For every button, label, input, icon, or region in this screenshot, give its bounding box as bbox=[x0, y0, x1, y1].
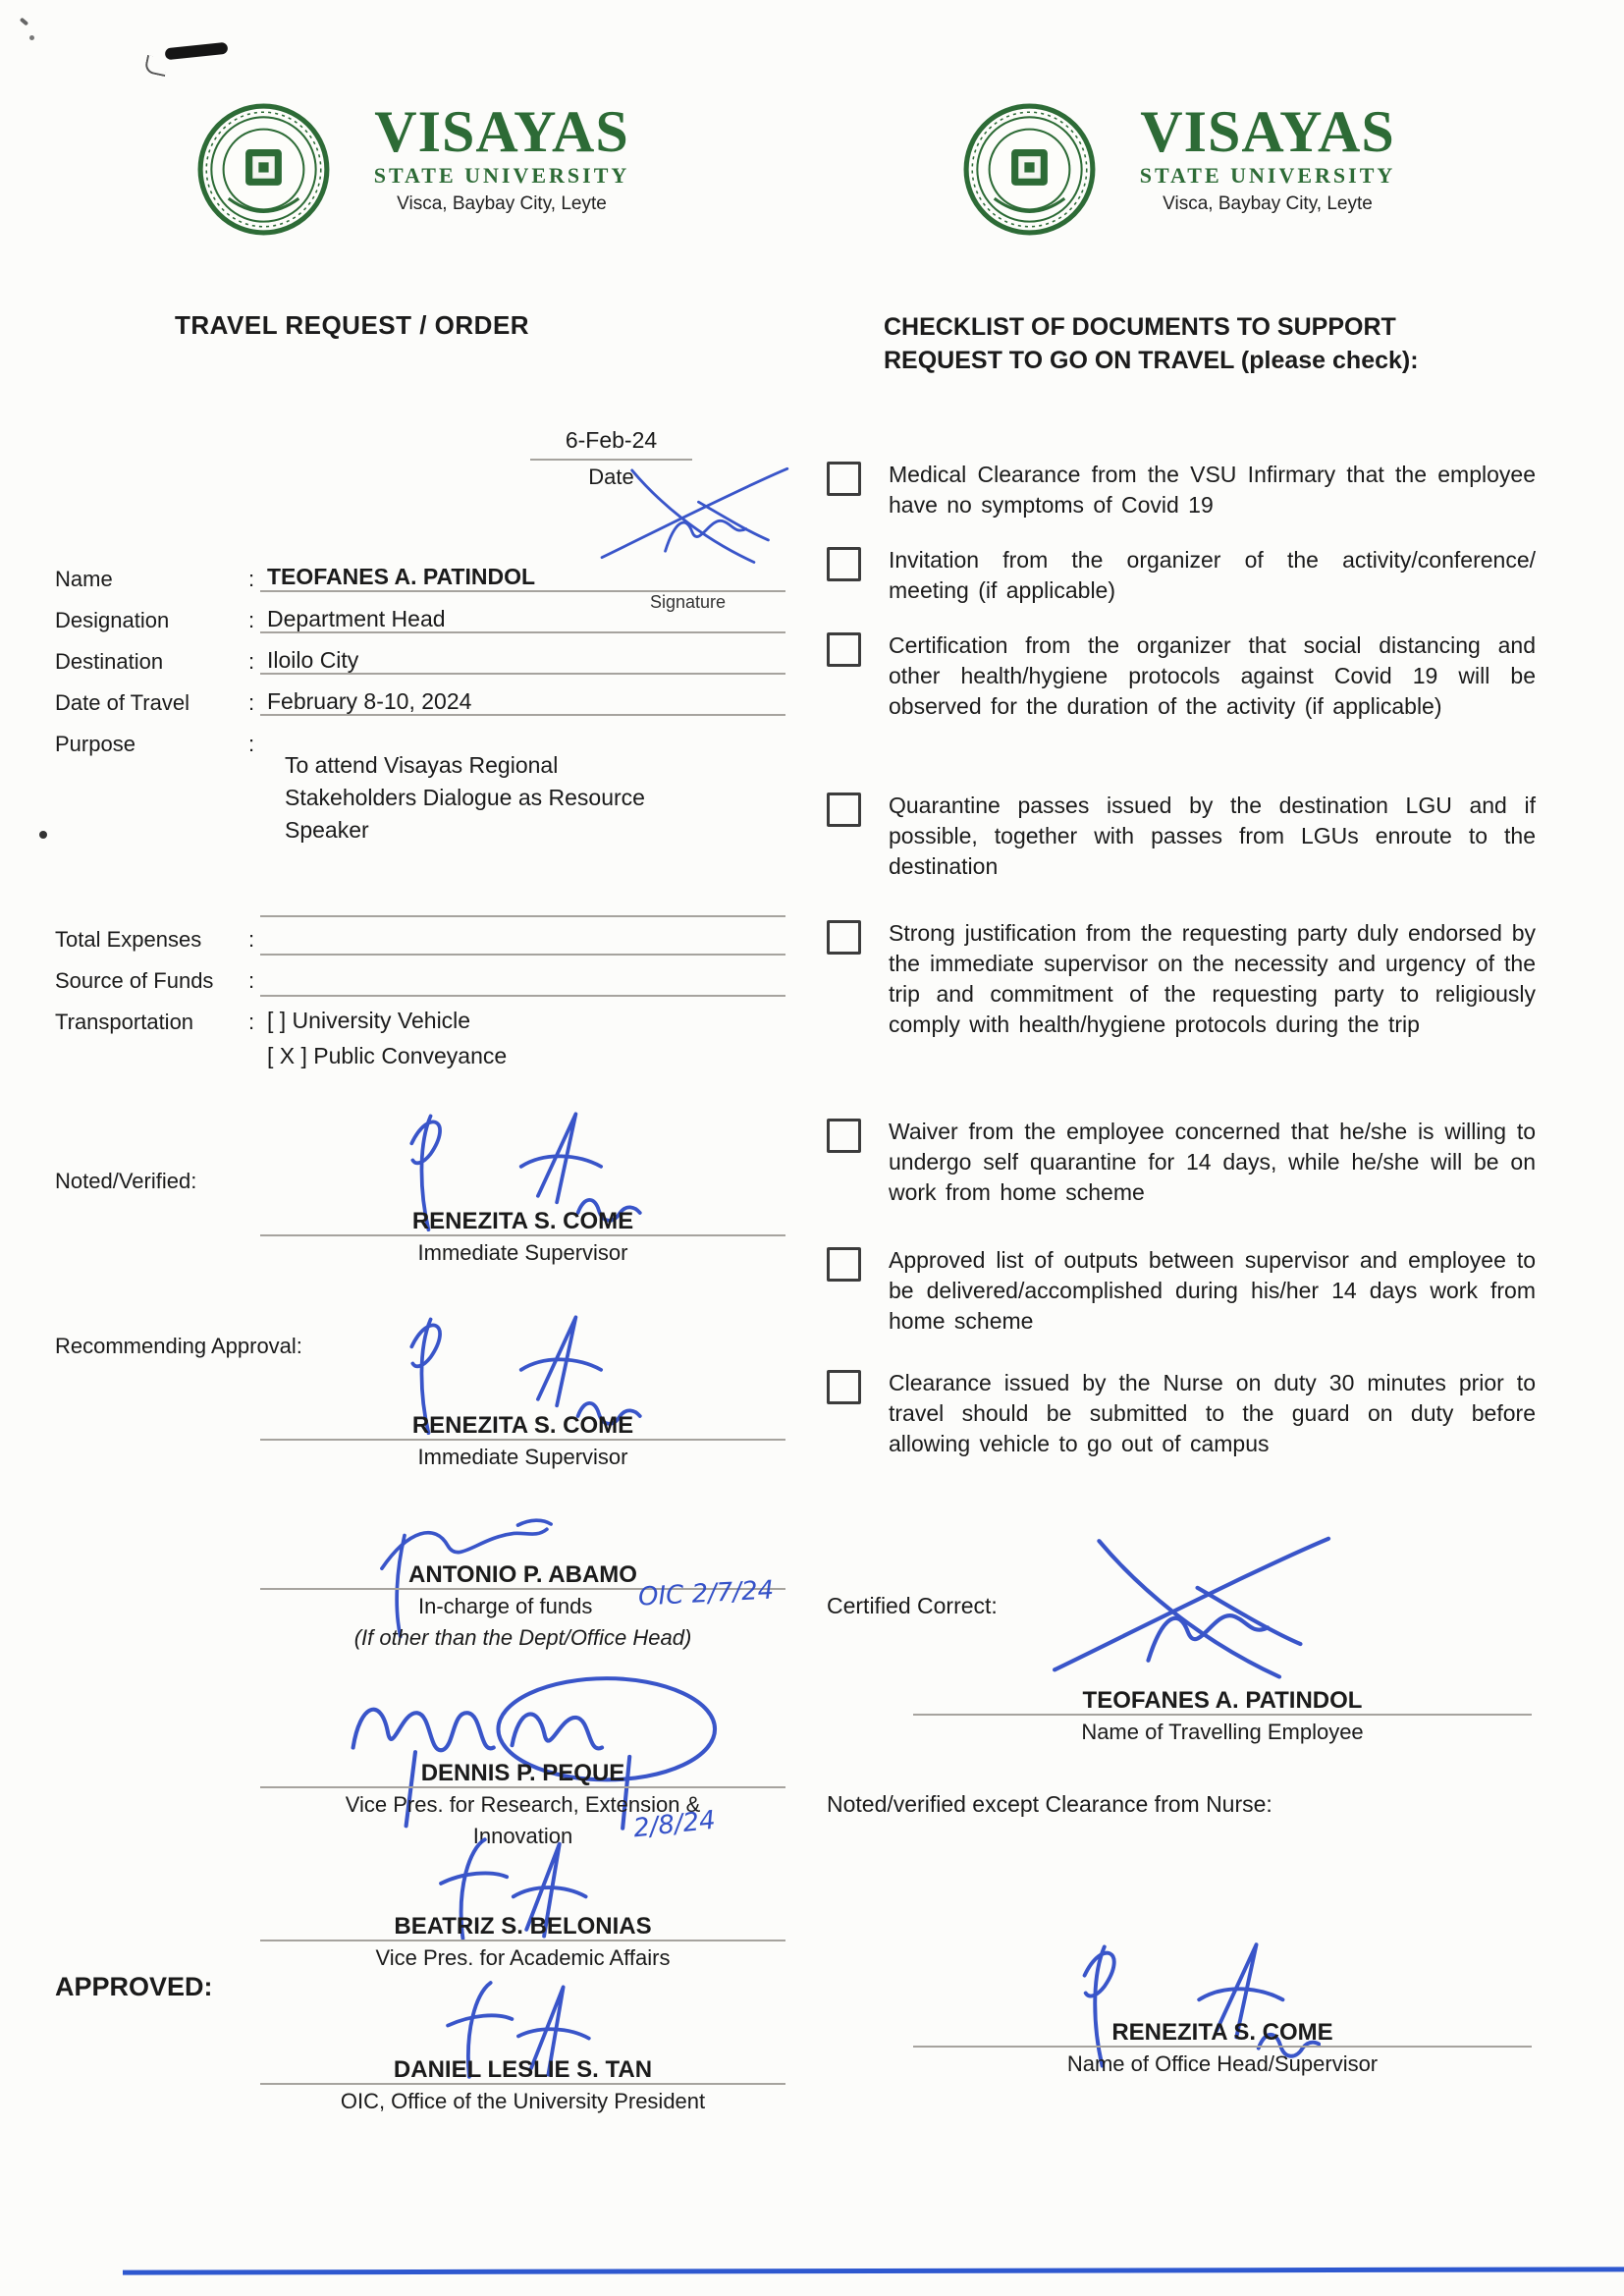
checklist-item-text: Clearance issued by the Nurse on duty 30 minutes prior to travel should be submitted to the guard on duty before allowing vehicle to go out of campus bbox=[889, 1370, 1536, 1456]
signature-underline bbox=[260, 1234, 785, 1236]
checkbox-icon bbox=[827, 462, 861, 496]
signature-underline bbox=[260, 1439, 785, 1441]
signatory-note-funds: (If other than the Dept/Office Head) bbox=[353, 1625, 692, 1650]
signature-ink-date bbox=[589, 458, 795, 576]
transport-option-public-conveyance: [ X ] Public Conveyance bbox=[267, 1043, 508, 1068]
university-wordmark: VISAYAS bbox=[374, 99, 629, 164]
date-value: 6-Feb-24 bbox=[565, 427, 658, 453]
checkbox-icon bbox=[827, 920, 861, 955]
office-head-title: Name of Office Head/Supervisor bbox=[1066, 2051, 1379, 2076]
signatory-name-vp-research: DENNIS P. PEQUE bbox=[420, 1760, 625, 1786]
office-head-name: RENEZITA S. COME bbox=[1111, 2019, 1333, 2046]
scan-artifact bbox=[165, 42, 229, 61]
checklist-title bbox=[884, 310, 1492, 377]
university-seal-icon bbox=[196, 102, 332, 238]
noted-except-label: Noted/verified except Clearance from Nurse: bbox=[827, 1791, 1272, 1817]
checklist-item-text: Invitation from the organizer of the activity/conference/ meeting (if applicable) bbox=[889, 547, 1536, 603]
signatory-title-recommending: Immediate Supervisor bbox=[417, 1445, 628, 1469]
signatory-title-noted: Immediate Supervisor bbox=[417, 1240, 628, 1265]
colon: : bbox=[248, 690, 255, 715]
checklist-item bbox=[827, 791, 1536, 882]
checklist-item-text: Approved list of outputs between supervisor and employee to be delivered/accomplished during his/her 14 days work from home scheme bbox=[889, 1247, 1536, 1334]
checklist-title-line1: CHECKLIST OF DOCUMENTS TO SUPPORT bbox=[884, 313, 1396, 341]
field-label-designation: Designation bbox=[55, 608, 170, 632]
checklist-item bbox=[827, 1117, 1536, 1208]
checkbox-icon bbox=[827, 1119, 861, 1153]
signatory-title-president: OIC, Office of the University President bbox=[340, 2089, 706, 2113]
signatory-name-funds: ANTONIO P. ABAMO bbox=[408, 1561, 637, 1588]
signatory-title-vp-academic: Vice Pres. for Academic Affairs bbox=[375, 1945, 671, 1970]
noted-verified-label: Noted/Verified: bbox=[55, 1169, 197, 1193]
colon: : bbox=[248, 968, 255, 993]
date-label: Date bbox=[588, 465, 634, 489]
colon: : bbox=[248, 1010, 255, 1034]
field-underline bbox=[260, 673, 785, 675]
approved-label: APPROVED: bbox=[55, 1972, 213, 2001]
checklist-item bbox=[827, 918, 1536, 1040]
purpose-underline bbox=[260, 915, 785, 917]
university-address: Visca, Baybay City, Leyte bbox=[1163, 193, 1373, 214]
field-label-destination: Destination bbox=[55, 649, 164, 674]
scan-artifact-blue-line bbox=[123, 2267, 1624, 2274]
colon: : bbox=[248, 927, 255, 952]
checkbox-icon bbox=[827, 1370, 861, 1404]
handwritten-annotation-funds: OIC 2/7/24 bbox=[637, 1575, 775, 1613]
university-subtitle: STATE UNIVERSITY bbox=[1139, 163, 1396, 188]
signatory-name-vp-academic: BEATRIZ S. BELONIAS bbox=[394, 1913, 652, 1940]
signatory-name-recommending: RENEZITA S. COME bbox=[411, 1412, 634, 1439]
signature-underline bbox=[260, 2083, 785, 2085]
field-underline bbox=[260, 714, 785, 716]
signatory-title-vp-research-1: Vice Pres. for Research, Extension & bbox=[345, 1792, 701, 1817]
checkbox-icon bbox=[827, 632, 861, 667]
signature-underline bbox=[260, 1940, 785, 1941]
handwritten-annotation-vp-research: 2/8/24 bbox=[631, 1805, 718, 1844]
certified-title: Name of Travelling Employee bbox=[1081, 1720, 1364, 1744]
signature-ink-certified bbox=[1036, 1522, 1340, 1698]
purpose-line-3: Speaker bbox=[285, 817, 369, 843]
university-logo-right bbox=[962, 99, 1430, 238]
field-label-transportation: Transportation bbox=[55, 1010, 194, 1034]
university-wordmark: VISAYAS bbox=[1140, 99, 1395, 164]
university-seal-icon bbox=[962, 102, 1098, 238]
purpose-line-2: Stakeholders Dialogue as Resource bbox=[285, 785, 645, 810]
checklist-item bbox=[827, 630, 1536, 722]
checklist-item bbox=[827, 460, 1536, 520]
field-value-date-of-travel: February 8-10, 2024 bbox=[267, 688, 472, 714]
field-value-designation: Department Head bbox=[267, 606, 446, 631]
university-logo-left bbox=[196, 99, 664, 238]
scan-artifact bbox=[29, 35, 34, 40]
checklist-item-text: Medical Clearance from the VSU Infirmary that the employee have no symptoms of Covid 19 bbox=[889, 462, 1536, 518]
field-underline bbox=[260, 995, 785, 997]
checklist-item bbox=[827, 545, 1536, 606]
field-label-source-of-funds: Source of Funds bbox=[55, 968, 214, 993]
checklist-item-text: Strong justification from the requesting party duly endorsed by the immediate supervisor on the necessity and urgency of the trip and commitment of the requesting party to religiously comply with health/hygiene protocols during the trip bbox=[889, 920, 1536, 1037]
scan-artifact bbox=[20, 18, 28, 27]
university-address: Visca, Baybay City, Leyte bbox=[397, 193, 607, 214]
signatory-title-funds: In-charge of funds bbox=[418, 1594, 593, 1618]
checklist-item-text: Waiver from the employee concerned that he/she is willing to undergo self quarantine for 14 days, while he/she will be on work from home scheme bbox=[889, 1119, 1536, 1205]
field-underline bbox=[260, 631, 785, 633]
signatory-title-vp-research-2: Innovation bbox=[472, 1824, 573, 1848]
field-value-name: TEOFANES A. PATINDOL bbox=[267, 564, 536, 589]
checklist-item bbox=[827, 1368, 1536, 1459]
signatory-name-president: DANIEL LESLIE S. TAN bbox=[393, 2056, 653, 2083]
field-underline bbox=[260, 954, 785, 956]
signature-underline bbox=[260, 1786, 785, 1788]
colon: : bbox=[248, 608, 255, 632]
checkbox-icon bbox=[827, 547, 861, 581]
signature-underline bbox=[913, 1714, 1532, 1716]
colon: : bbox=[248, 649, 255, 674]
checklist-item bbox=[827, 1245, 1536, 1337]
checkbox-icon bbox=[827, 793, 861, 827]
field-label-date-of-travel: Date of Travel bbox=[55, 690, 189, 715]
colon: : bbox=[248, 732, 255, 756]
form-title: TRAVEL REQUEST / ORDER bbox=[175, 310, 530, 340]
field-label-purpose: Purpose bbox=[55, 732, 135, 756]
checklist-title-line2: REQUEST TO GO ON TRAVEL (please check): bbox=[884, 347, 1419, 374]
checklist-item-text: Quarantine passes issued by the destination LGU and if possible, together with passes from LGUs enroute to the destination bbox=[889, 793, 1536, 879]
university-subtitle: STATE UNIVERSITY bbox=[373, 163, 630, 188]
colon: : bbox=[248, 567, 255, 591]
purpose-line-1: To attend Visayas Regional bbox=[285, 752, 559, 778]
checkbox-icon bbox=[827, 1247, 861, 1282]
scan-artifact bbox=[39, 831, 47, 839]
scan-artifact bbox=[143, 55, 168, 77]
signature-caption: Signature bbox=[650, 592, 727, 612]
field-label-name: Name bbox=[55, 567, 113, 591]
checklist-item-text: Certification from the organizer that social distancing and other health/hygiene protocols against Covid 19 will be observed for the duration of the activity (if applicable) bbox=[889, 632, 1536, 719]
field-value-destination: Iloilo City bbox=[267, 647, 359, 673]
certified-correct-label: Certified Correct: bbox=[827, 1593, 998, 1618]
transport-option-university-vehicle: [ ] University Vehicle bbox=[267, 1008, 471, 1033]
field-label-total-expenses: Total Expenses bbox=[55, 927, 202, 952]
signatory-name-noted: RENEZITA S. COME bbox=[411, 1208, 634, 1234]
recommending-approval-label: Recommending Approval: bbox=[55, 1334, 302, 1358]
certified-name: TEOFANES A. PATINDOL bbox=[1082, 1687, 1363, 1714]
signature-underline bbox=[913, 2046, 1532, 2048]
